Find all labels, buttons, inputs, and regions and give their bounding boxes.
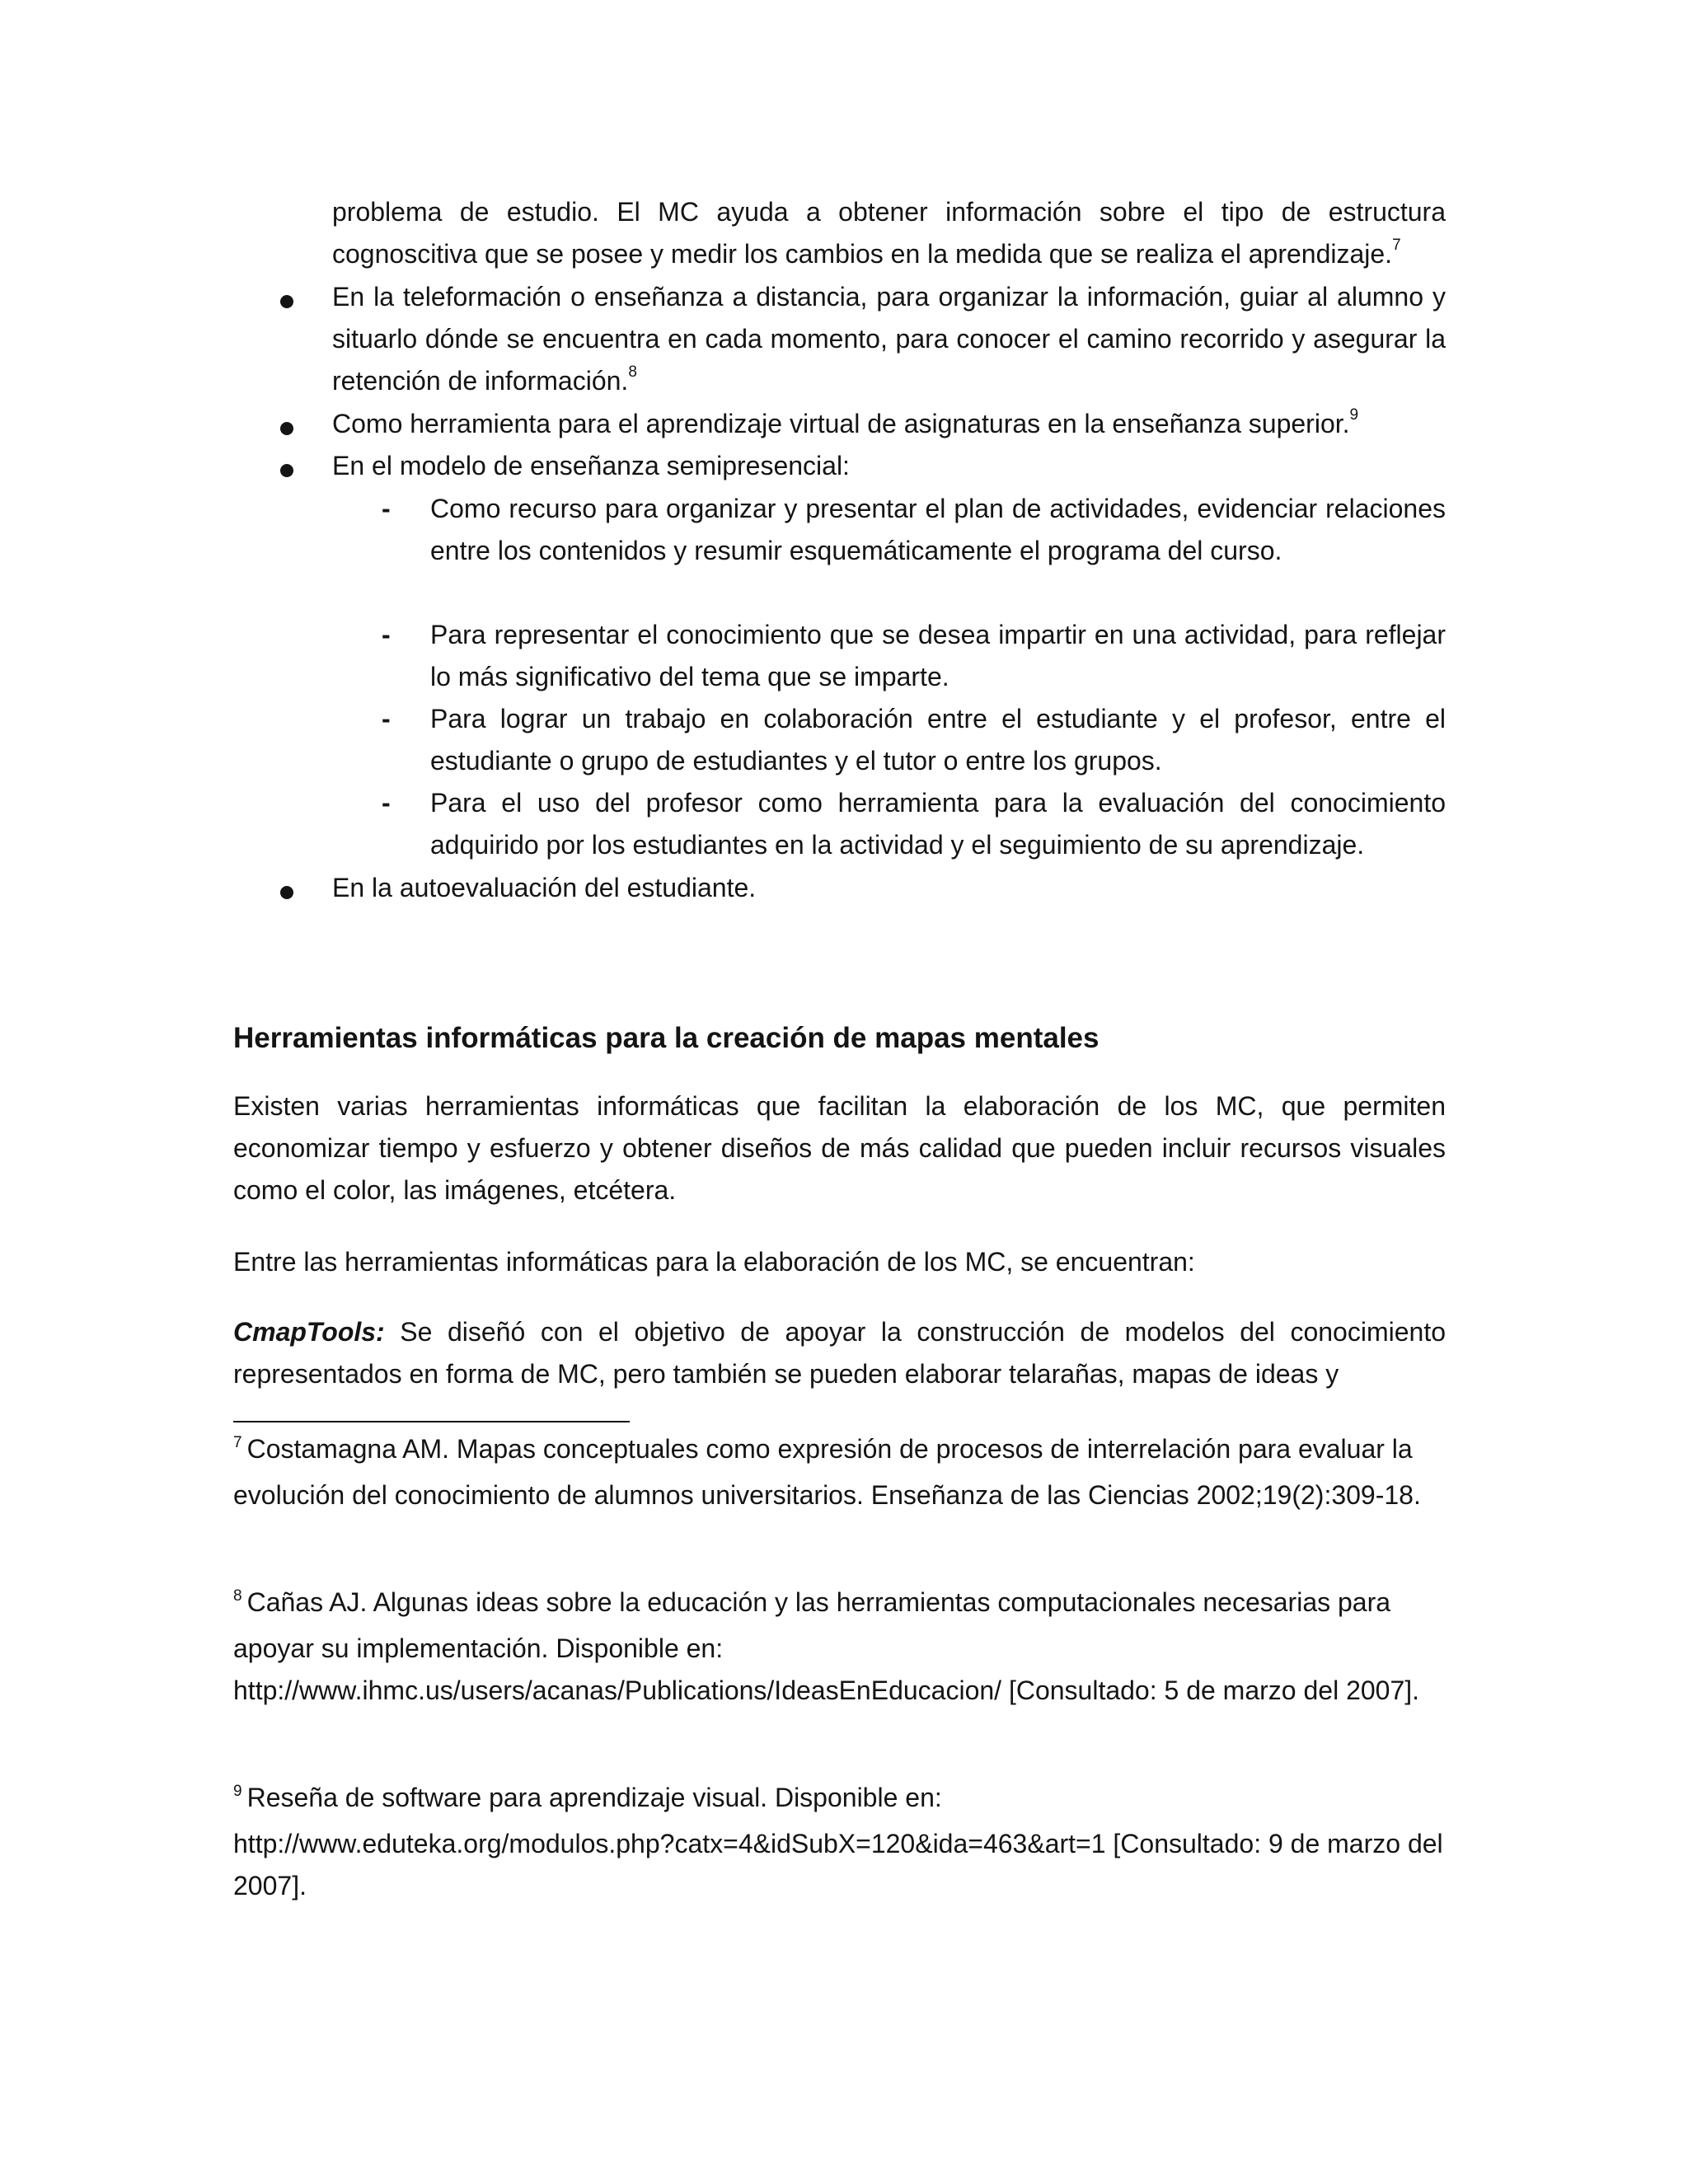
bullet-text: En el modelo de enseñanza semipresencial:	[332, 451, 850, 480]
bullet-item-semipresencial	[332, 445, 1446, 487]
paragraph-text: Entre las herramientas informáticas para la elaboración de los MC, se encuentran:	[233, 1247, 1195, 1277]
bullet-text: En la teleformación o enseñanza a distancia, para organizar la información, guiar al alumno y situarlo dónde se encuentra en cada momento, para conocer el camino recorrido y asegurar la retención de información.	[332, 282, 1446, 396]
footnote-text: Cañas AJ. Algunas ideas sobre la educación y las herramientas computacionales necesarias para apoyar su implementación. Disponible en:	[233, 1587, 1391, 1663]
paragraph-intro	[233, 1085, 1446, 1212]
bullet-text: Como herramienta para el aprendizaje virtual de asignaturas en la enseñanza superior.	[332, 409, 1350, 438]
tool-name-cmaptools: CmapTools:	[233, 1317, 385, 1347]
sub-list-item	[430, 488, 1446, 572]
bullet-dot	[280, 886, 293, 899]
footnote-8	[233, 1582, 1446, 1712]
footnote-9	[233, 1777, 1446, 1907]
bullet-item-herramienta	[332, 403, 1446, 445]
bullet-item-autoevaluacion	[332, 867, 1446, 909]
sub-list-item	[430, 614, 1446, 698]
bullet-item-teleformacion	[332, 276, 1446, 402]
footnote-link[interactable]: http://www.eduteka.org/modulos.php?catx=4&idSubX=120&ida=463&art=1 [Consultado: 9 de marzo del 2007].	[233, 1829, 1443, 1900]
footnote-link[interactable]: http://www.ihmc.us/users/acanas/Publications/IdeasEnEducacion/ [Consultado: 5 de marzo del 2007].	[233, 1675, 1420, 1705]
sub-item-text: Como recurso para organizar y presentar el plan de actividades, evidenciar relaciones entre los contenidos y resumir esquemáticamente el programa del curso.	[430, 494, 1446, 565]
footnote-separator	[233, 1421, 630, 1422]
footnote-number: 9	[233, 1783, 242, 1800]
footnote-ref-9[interactable]: 9	[1349, 406, 1359, 424]
tool-description: Se diseñó con el objetivo de apoyar la construcción de modelos del conocimiento representados en forma de MC, pero también se pueden elaborar telarañas, mapas de ideas y	[233, 1317, 1446, 1389]
bullet-text: En la autoevaluación del estudiante.	[332, 873, 757, 902]
bullet-dot	[280, 422, 293, 435]
dash-marker: -	[382, 494, 391, 523]
paragraph-cmaptools	[233, 1311, 1446, 1395]
sub-item-text: Para representar el conocimiento que se desea impartir en una actividad, para reflejar lo más significativo del tema que se imparte.	[430, 620, 1446, 691]
footnote-7	[233, 1428, 1446, 1516]
footnote-text: Reseña de software para aprendizaje visual. Disponible en:	[246, 1783, 942, 1812]
dash-marker: -	[382, 788, 391, 818]
footnote-ref-7[interactable]: 7	[1392, 237, 1401, 255]
bullet-dot	[280, 464, 293, 477]
sub-item-text: Para lograr un trabajo en colaboración entre el estudiante y el profesor, entre el estudiante o grupo de estudiantes y el tutor o entre los grupos.	[430, 704, 1446, 776]
footnote-number: 8	[233, 1587, 242, 1605]
section-heading: Herramientas informáticas para la creación de mapas mentales	[233, 1022, 1100, 1054]
footnote-ref-8[interactable]: 8	[628, 363, 637, 382]
footnote-number: 7	[233, 1434, 242, 1451]
sub-list-item	[430, 698, 1446, 782]
bullet-dot	[280, 295, 293, 308]
sub-item-text: Para el uso del profesor como herramienta para la evaluación del conocimiento adquirido por los estudiantes en la actividad y el seguimiento de su aprendizaje.	[430, 788, 1446, 860]
dash-marker: -	[382, 620, 391, 649]
footnote-text: Costamagna AM. Mapas conceptuales como expresión de procesos de interrelación para evaluar la evolución del conocimiento de alumnos universitarios. Enseñanza de las Ciencias 2002;19(2):309-18.	[233, 1434, 1421, 1510]
paragraph-list-lead	[233, 1241, 1446, 1283]
paragraph-text: Existen varias herramientas informáticas que facilitan la elaboración de los MC, que permiten economizar tiempo y esfuerzo y obtener diseños de más calidad que pueden incluir recursos visuales como el color, las imágenes, etcétera.	[233, 1091, 1446, 1205]
continued-text: problema de estudio. El MC ayuda a obtener información sobre el tipo de estructura cognoscitiva que se posee y medir los cambios en la medida que se realiza el aprendizaje.	[332, 197, 1446, 269]
continued-paragraph	[332, 191, 1446, 275]
dash-marker: -	[382, 704, 391, 733]
sub-list-item	[430, 782, 1446, 866]
